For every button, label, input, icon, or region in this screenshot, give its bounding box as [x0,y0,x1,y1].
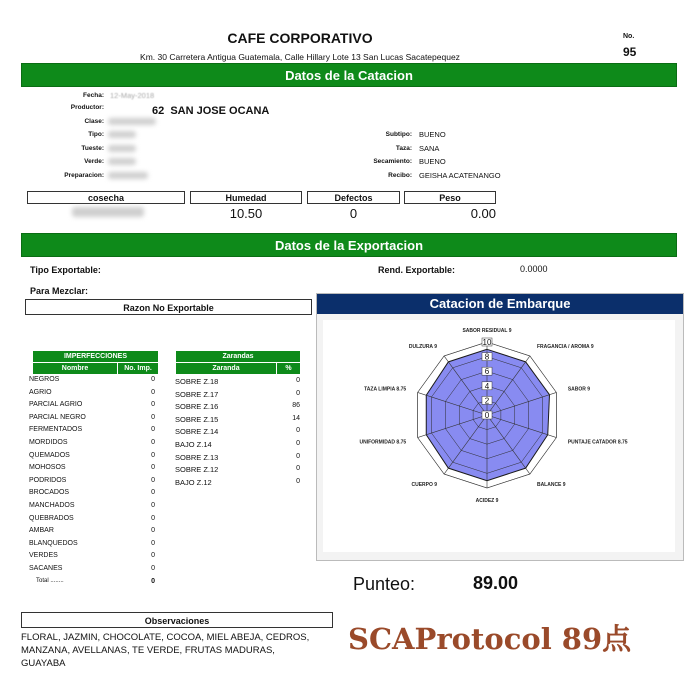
imperfeccion-name: QUEBRADOS [29,514,74,522]
imperfeccion-value: 0 [151,476,155,484]
radar-axis-label: CUERPO 9 [411,481,438,488]
razon-no-exportable-header: Razon No Exportable [25,299,312,315]
cosecha-value-redacted [72,207,144,217]
imperfecciones-col-noimp: No. Imp. [118,363,158,374]
verde-value-redacted [108,158,136,165]
imperfecciones-title: IMPERFECCIONES [33,351,158,362]
imperfeccion-name: NEGROS [29,376,60,383]
imperfecciones-total-label: Total ........ [36,577,64,584]
section-catacion-bar [21,63,677,87]
fecha-label: Fecha: [83,92,104,99]
tueste-value-redacted [108,145,136,152]
chart-title: Catacion de Embarque [317,294,683,314]
imperfeccion-name: MANCHADOS [29,502,75,509]
subtipo-label: Subtipo: [385,131,412,138]
secamiento-label: Secamiento: [373,158,412,165]
zaranda-value: 0 [296,440,300,447]
fecha-value: 12-May-2018 [110,91,155,100]
zarandas-col-zaranda: Zaranda [176,363,276,374]
imperfeccion-value: 0 [151,451,155,459]
radar-axis-label: SABOR 9 [567,386,591,393]
section-catacion-title: Datos de la Catacion [285,67,413,83]
radar-tick-label: 4 [484,381,490,391]
score-value: 89.00 [473,573,519,593]
company-address: Km. 30 Carretera Antigua Guatemala, Calle Hillary Lote 13 San Lucas Sacatepequez [140,52,460,62]
zaranda-name: SOBRE Z.12 [175,465,219,475]
imperfeccion-name: BROCADOS [29,489,70,497]
imperfeccion-name: FERMENTADOS [29,426,83,434]
para-mezclar-label: Para Mezclar: [30,286,89,296]
zaranda-name: BAJO Z.12 [175,477,212,487]
peso-value: 0.00 [470,206,496,221]
imperfeccion-name: PARCIAL AGRIO [29,401,83,409]
chart-plot-area [323,320,675,552]
taza-value: SANA [419,144,440,153]
imperfeccion-value: 0 [151,565,155,572]
radar-axis-label: TAZA LIMPIA 8.75 [364,386,407,393]
rend-exportable-label: Rend. Exportable: [378,265,456,275]
imperfeccion-value: 0 [151,527,155,535]
cosecha-header: cosecha [27,191,185,204]
imperfeccion-name: MORDIDOS [29,439,68,446]
preparacion-label: Preparacion: [64,172,104,179]
radar-tick-label: 2 [484,396,490,406]
radar-tick-label: 10 [482,338,492,347]
productor-label: Productor: [70,104,104,111]
imperfeccion-name: AMBAR [29,527,54,535]
radar-tick-label: 6 [484,367,490,377]
radar-tick-label: 8 [484,352,490,362]
imperfeccion-value: 0 [151,502,155,509]
imperfeccion-value: 0 [151,426,155,434]
zaranda-name: BAJO Z.14 [175,440,212,449]
clase-value-redacted [108,118,156,125]
clase-label: Clase: [84,118,104,125]
taza-label: Taza: [395,145,412,152]
zaranda-name: SOBRE Z.14 [175,427,219,437]
defectos-header: Defectos [307,191,400,204]
zaranda-name: SOBRE Z.17 [175,389,219,399]
zaranda-value: 0 [296,477,300,485]
zarandas-title: Zarandas [176,351,300,362]
radar-chart [323,320,675,552]
zaranda-name: SOBRE Z.13 [175,452,219,462]
zaranda-value: 86 [292,402,300,410]
observaciones-text: FLORAL, JAZMIN, CHOCOLATE, COCOA, MIEL ABEJA, CEDROS, MANZANA, AVELLANAS, TE VERDE, FRUTAS MADURAS, GUAYABA [21,632,310,669]
zaranda-value: 0 [296,377,300,384]
imperfeccion-value: 0 [151,552,155,560]
imperfeccion-value: 0 [151,464,155,472]
doc-number-label: No. [623,33,635,40]
recibo-value: GEISHA ACATENANGO [419,171,501,180]
tueste-label: Tueste: [81,145,104,152]
company-name: CAFE CORPORATIVO [227,30,373,46]
imperfeccion-value: 0 [151,413,155,421]
doc-number: 95 [623,45,637,59]
radar-axis-label: ACIDEZ 9 [475,498,499,504]
imperfeccion-name: AGRIO [29,388,52,396]
zaranda-name: SOBRE Z.18 [175,377,219,386]
zaranda-name: SOBRE Z.15 [175,414,219,424]
radar-axis-label: BALANCE 9 [536,481,566,488]
imperfeccion-value: 0 [151,489,155,497]
radar-axis-label: UNIFORMIDAD 8.75 [359,439,407,446]
zaranda-value: 0 [296,427,300,435]
peso-header: Peso [404,191,496,204]
zaranda-value: 0 [296,389,300,397]
scaprotocol-watermark: SCAProtocol 89点 [348,622,632,656]
imperfeccion-value: 0 [151,514,155,522]
imperfeccion-name: BLANQUEDOS [29,539,78,547]
tipo-value-redacted [108,131,136,138]
zarandas-col-pct: % [277,363,300,374]
score-label: Punteo: [353,574,416,594]
radar-axis-label: DULZURA 9 [408,344,438,351]
imperfeccion-name: VERDES [29,552,58,560]
radar-axis-label: FRAGANCIA / AROMA 9 [536,344,594,351]
rend-exportable-value: 0.0000 [520,264,548,274]
zaranda-value: 0 [296,452,300,460]
recibo-label: Recibo: [388,172,412,179]
zaranda-name: SOBRE Z.16 [175,402,219,412]
humedad-header: Humedad [190,191,302,204]
tipo-label: Tipo: [88,131,104,138]
observaciones-header: Observaciones [21,612,333,628]
tipo-exportable-label: Tipo Exportable: [30,265,101,275]
section-exportacion-title: Datos de la Exportacion [274,237,424,253]
defectos-value: 0 [349,206,358,221]
radar-axis-label: SABOR RESIDUAL 9 [462,328,512,334]
imperfeccion-value: 0 [151,439,155,446]
humedad-value: 10.50 [229,206,263,221]
secamiento-value: BUENO [419,157,446,166]
imperfeccion-value: 0 [151,388,155,396]
imperfeccion-name: MOHOSOS [29,464,66,472]
imperfecciones-total-value: 0 [151,577,155,585]
imperfeccion-value: 0 [151,401,155,409]
zaranda-value: 14 [292,414,300,422]
radar-axis-label: PUNTAJE CATADOR 8.75 [567,439,628,446]
catacion-chart [316,293,684,561]
productor-value: 62 SAN JOSE OCANA [152,105,270,117]
zaranda-value: 0 [296,465,300,473]
imperfecciones-col-nombre: Nombre [33,363,117,374]
imperfeccion-name: PODRIDOS [29,476,67,484]
section-exportacion-bar [21,233,677,257]
imperfeccion-name: QUEMADOS [29,451,70,459]
imperfeccion-name: PARCIAL NEGRO [29,413,86,421]
verde-label: Verde: [84,158,104,165]
imperfeccion-value: 0 [151,539,155,547]
preparacion-value-redacted [108,172,148,179]
imperfeccion-name: SACANES [29,565,63,572]
subtipo-value: BUENO [419,130,446,139]
radar-tick-label: 0 [484,411,490,420]
imperfeccion-value: 0 [151,376,155,383]
